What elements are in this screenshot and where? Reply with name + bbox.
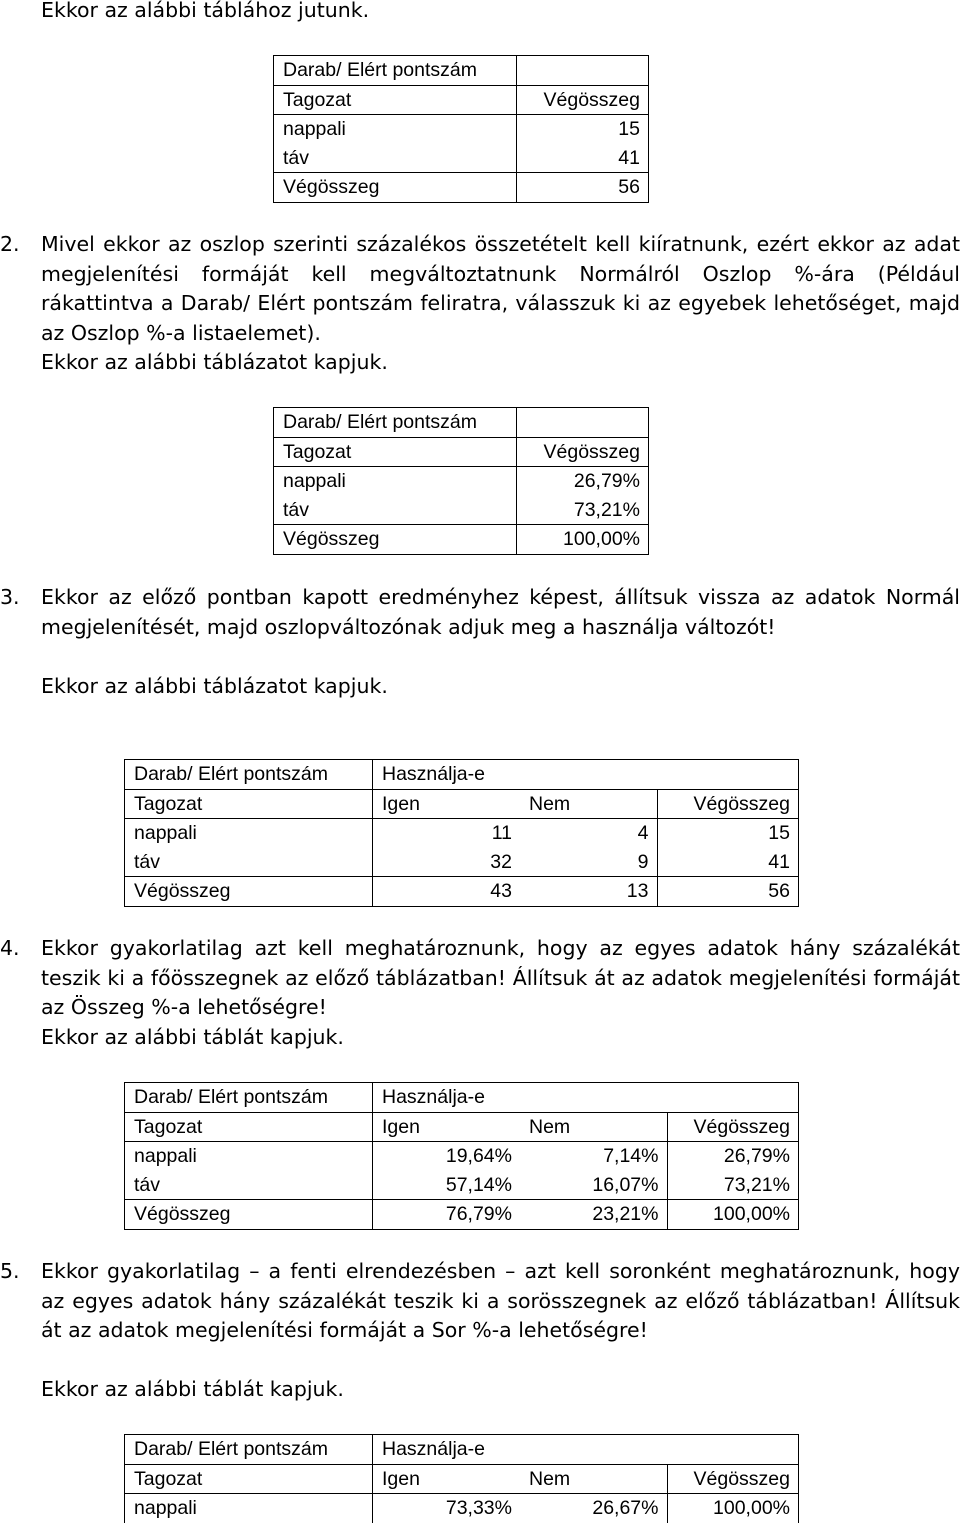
row-label: nappali: [274, 467, 517, 496]
total-row-label: Végösszeg: [125, 877, 373, 907]
header-blank: [520, 760, 657, 790]
step-2-after: Ekkor az alábbi táblázatot kapjuk.: [41, 350, 388, 374]
total-row-label: Végösszeg: [125, 1200, 373, 1230]
column-header: Igen: [373, 1112, 521, 1142]
column-header: Igen: [373, 1464, 521, 1494]
total-value: 13: [520, 877, 657, 907]
step-5-after: Ekkor az alábbi táblát kapjuk.: [41, 1377, 344, 1401]
cell-value: 7,14%: [520, 1142, 667, 1171]
table-header-field[interactable]: Darab/ Elért pontszám: [125, 1083, 373, 1113]
column-header: Végösszeg: [667, 1112, 799, 1142]
total-value: 43: [373, 877, 521, 907]
intro-text: Ekkor az alábbi táblához jutunk.: [41, 0, 370, 22]
total-row-label: Végösszeg: [274, 525, 517, 555]
header-blank: [667, 1435, 799, 1465]
cell-value: 73,21%: [667, 1171, 799, 1200]
step-3-after: Ekkor az alábbi táblázatot kapjuk.: [41, 674, 388, 698]
total-value: 56: [517, 173, 649, 203]
step-number: 4.: [0, 936, 20, 960]
row-label: nappali: [125, 1494, 373, 1523]
step-number: 3.: [0, 585, 20, 609]
row-label: táv: [125, 848, 373, 877]
row-field-header[interactable]: Tagozat: [125, 1464, 373, 1494]
column-header: Végösszeg: [517, 85, 649, 115]
row-label: nappali: [274, 115, 517, 144]
step-number: 2.: [0, 232, 20, 256]
row-field-header[interactable]: Tagozat: [274, 437, 517, 467]
total-row-label: Végösszeg: [274, 173, 517, 203]
table-header-blank: [517, 56, 649, 86]
cell-value: 41: [657, 848, 799, 877]
column-header: Végösszeg: [667, 1464, 799, 1494]
cell-value: 41: [517, 144, 649, 173]
row-label: nappali: [125, 1142, 373, 1171]
table-header-field[interactable]: Darab/ Elért pontszám: [274, 408, 517, 438]
cell-value: 26,79%: [517, 467, 649, 496]
pivot-table-count: [273, 55, 649, 203]
table-header-field[interactable]: Darab/ Elért pontszám: [125, 760, 373, 790]
cell-value: 4: [520, 819, 657, 848]
total-value: 100,00%: [667, 1200, 799, 1230]
pivot-table-row-percent: [124, 1434, 799, 1523]
step-2-text: Mivel ekkor az oszlop szerinti százalékos összetételt kell kiíratnunk, ezért ekkor az adat megjelenítési formáját kell megváltoztatnunk Normálról Oszlop %-ára (Például rákattintva a Darab/ Elért pontszám feliratra, válasszuk ki az egyebek lehetőséget, majd az Oszlop %-a listaelemet).: [41, 232, 960, 345]
column-header: Végösszeg: [517, 437, 649, 467]
column-field-header[interactable]: Használja-e: [373, 1435, 521, 1465]
total-value: 76,79%: [373, 1200, 521, 1230]
header-blank: [667, 1083, 799, 1113]
table-header-blank: [517, 408, 649, 438]
cell-value: 11: [373, 819, 521, 848]
column-header: Nem: [520, 1464, 667, 1494]
row-field-header[interactable]: Tagozat: [125, 1112, 373, 1142]
step-3-text: Ekkor az előző pontban kapott eredményhez képest, állítsuk vissza az adatok Normál megjelenítését, majd oszlopváltozónak adjuk meg a használja változót!: [41, 585, 960, 639]
total-value: 100,00%: [517, 525, 649, 555]
step-4-after: Ekkor az alábbi táblát kapjuk.: [41, 1025, 344, 1049]
row-label: táv: [274, 144, 517, 173]
cell-value: 26,67%: [520, 1494, 667, 1523]
cell-value: 9: [637, 850, 649, 873]
column-header: Nem: [520, 1112, 667, 1142]
cell-value: 19,64%: [373, 1142, 521, 1171]
cell-value: 73,21%: [517, 496, 649, 525]
row-field-header[interactable]: Tagozat: [274, 85, 517, 115]
column-field-header[interactable]: Használja-e: [373, 1083, 521, 1113]
step-5-text: Ekkor gyakorlatilag – a fenti elrendezésben – azt kell soronként meghatároznunk, hogy az egyes adatok hány százalékát teszik ki a sorösszegnek az előző táblázatban! Állítsuk át az adatok megjelenítési formáját a Sor %-a lehetőségre!: [41, 1259, 960, 1342]
pivot-table-column-percent: [273, 407, 649, 555]
step-4-text: Ekkor gyakorlatilag azt kell meghatároznunk, hogy az egyes adatok hány százalékát teszik ki a főösszegnek az előző táblázatban! Állítsuk át az adatok megjelenítési formáját az Összeg %-a lehetőségre!: [41, 936, 960, 1019]
table-header-field[interactable]: Darab/ Elért pontszám: [274, 56, 517, 86]
pivot-table-total-percent: [124, 1082, 799, 1230]
row-label: táv: [274, 496, 517, 525]
cell-value: 57,14%: [445, 1173, 512, 1196]
cell-value: 73,33%: [373, 1494, 521, 1523]
header-blank: [657, 760, 799, 790]
column-header: Nem: [520, 789, 657, 819]
total-value: 23,21%: [520, 1200, 667, 1230]
step-number: 5.: [0, 1259, 20, 1283]
row-label: táv: [125, 1171, 373, 1200]
header-blank: [520, 1083, 667, 1113]
row-field-header[interactable]: Tagozat: [125, 789, 373, 819]
table-header-field[interactable]: Darab/ Elért pontszám: [125, 1435, 373, 1465]
pivot-table-crosstab-count: [124, 759, 799, 907]
cell-value: 15: [517, 115, 649, 144]
column-header: Igen: [373, 789, 521, 819]
cell-value: 32: [490, 850, 512, 873]
total-value: 56: [657, 877, 799, 907]
header-blank: [520, 1435, 667, 1465]
row-label: nappali: [125, 819, 373, 848]
cell-value: 15: [657, 819, 799, 848]
column-field-header[interactable]: Használja-e: [373, 760, 521, 790]
cell-value: 100,00%: [667, 1494, 799, 1523]
cell-value: 26,79%: [667, 1142, 799, 1171]
cell-value: 16,07%: [592, 1173, 659, 1196]
column-header: Végösszeg: [657, 789, 799, 819]
